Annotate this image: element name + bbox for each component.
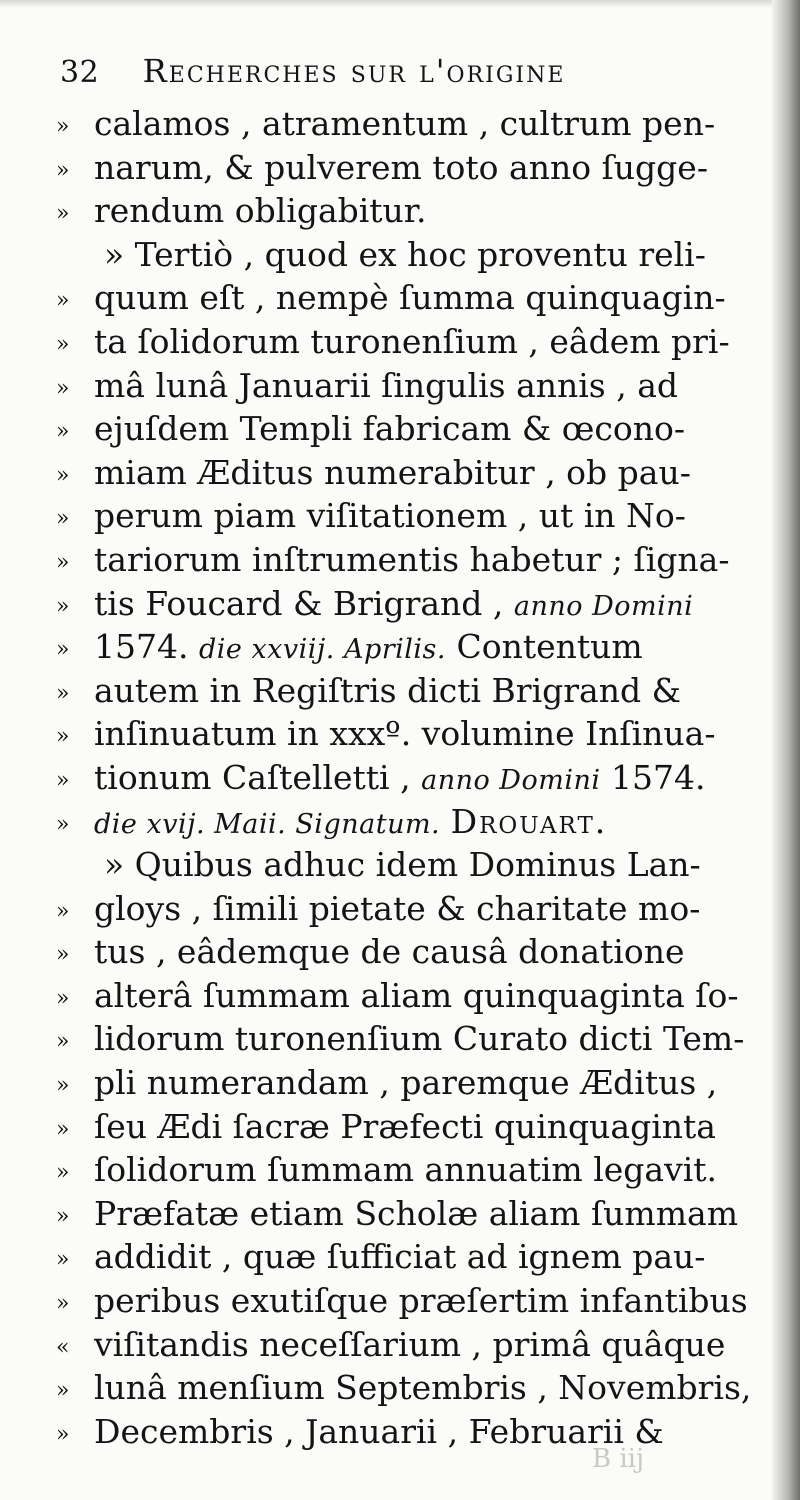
line-text [94,1366,751,1410]
text-line [56,538,770,582]
line-text [94,1148,717,1192]
quote-mark: » [56,811,70,837]
roman-text: addidit , quæ ſufficiat ad ignem pau- [94,1237,706,1277]
quote-mark: » [56,419,70,445]
smallcaps-name: Drouart. [450,801,608,841]
text-line [56,625,770,669]
text-line [56,407,770,451]
line-text [94,538,730,582]
line-text [94,320,730,364]
roman-text: viſitandis neceſſarium , primâ quâque [94,1324,726,1364]
line-text [94,756,705,800]
roman-text: pli numerandam , paremque Æditus , [94,1063,718,1103]
line-text [94,1323,725,1367]
quote-mark: » [56,462,70,488]
roman-text: mâ lunâ Januarii ſingulis annis , ad [94,365,679,405]
line-text [94,407,685,451]
roman-text: alterâ ſummam aliam quinquaginta ſo- [94,975,739,1015]
line-text [94,1279,748,1323]
quote-mark: » [56,898,70,924]
text-line [56,320,770,364]
roman-text-after [440,802,451,841]
quote-mark: » [56,593,70,619]
roman-text: quum eſt , nempè ſumma quinquagin- [94,278,726,318]
quote-mark: » [56,157,70,183]
roman-text: lunâ menſium Septembris , Novembris, [94,1368,752,1408]
roman-text: inſinuatum in xxxº. volumine Inſinua- [94,714,716,754]
roman-text: rendum obligabitur. [94,191,427,231]
line-text [94,669,681,713]
text-line [56,974,770,1018]
line-text [94,1017,744,1061]
text-line [56,451,770,495]
quote-mark: » [56,680,70,706]
quote-mark: » [56,375,70,401]
running-head: Recherches sur l'origine [142,52,566,90]
roman-text: autem in Regiſtris dicti Brigrand & [94,670,681,710]
line-text [94,1192,738,1236]
text-line [56,1366,770,1410]
roman-text: lidorum turonenſium Curato dicti Tem- [94,1019,745,1059]
line-text [94,887,700,931]
quote-mark: « [56,1334,70,1360]
line-text [94,712,716,756]
quote-mark: » [56,1029,70,1055]
italic-text: anno Domini [513,590,694,622]
line-text [94,974,739,1018]
line-text [94,1105,716,1149]
italic-text: die xvij. Maii. Signatum. [94,808,441,840]
text-line [56,494,770,538]
line-text [94,494,686,538]
roman-text: » Tertiò , quod ex hoc proventu reli- [104,234,706,274]
roman-text: ejuſdem Templi fabricam & œcono- [94,409,686,449]
text-line [56,1105,770,1149]
page-number: 32 [60,55,100,90]
text-line [56,1017,770,1061]
quote-mark: » [56,201,70,227]
text-line [56,887,770,931]
line-text [94,930,685,974]
quote-mark: » [56,1421,70,1447]
quote-mark: » [56,1247,70,1273]
text-line [56,930,770,974]
roman-text: Præfatæ etiam Scholæ aliam ſummam [94,1193,738,1233]
text-line [56,364,770,408]
text-line [56,189,770,233]
quote-mark: » [56,549,70,575]
roman-text-after: 1574. [600,757,706,797]
quote-mark: » [56,1160,70,1186]
body-text [56,102,770,1453]
line-text [104,843,701,887]
text-line [56,102,770,146]
roman-text: tis Foucard & Brigrand , [94,583,514,623]
page-header [60,52,760,100]
line-text [94,189,426,233]
line-text [94,1410,664,1454]
roman-text: » Quibus adhuc idem Dominus Lan- [104,845,701,885]
quote-mark: » [56,942,70,968]
roman-text: 1574. [94,627,199,667]
roman-text: tariorum inſtrumentis habetur ; ſigna- [94,539,730,579]
line-text [94,102,715,146]
page-gutter-shadow [772,0,800,1500]
quote-mark: » [56,1073,70,1099]
line-text [94,364,678,408]
text-line [56,1235,770,1279]
text-line [56,1148,770,1192]
line-text [94,276,726,320]
italic-text: anno Domini [421,764,601,796]
quote-mark: » [56,724,70,750]
quote-mark: » [56,637,70,663]
roman-text: peribus exutiſque præſertim infantibus [94,1281,748,1321]
quote-mark: » [56,1291,70,1317]
roman-text: calamos , atramentum , cultrum pen- [94,104,716,143]
roman-text: miam Æditus numerabitur , ob pau- [94,452,691,492]
line-text [94,800,607,844]
line-text [94,1061,717,1105]
roman-text: Decembris , Januarii , Februarii & [94,1411,664,1451]
roman-text: ta ſolidorum turonenſium , eâdem pri- [94,321,730,361]
quote-mark: » [56,767,70,793]
roman-text: ſolidorum ſummam annuatim legavit. [94,1150,718,1190]
quote-mark: » [56,331,70,357]
quote-mark: » [56,985,70,1011]
text-line [56,582,770,626]
page-top-edge [0,0,800,8]
line-text [104,233,706,277]
text-line [56,1410,770,1454]
line-text [94,451,691,495]
text-line [56,1323,770,1367]
line-text [94,1235,705,1279]
line-text [94,582,693,626]
text-line [56,800,770,844]
italic-text: die xxviij. Aprilis. [198,634,446,666]
line-text [94,146,708,190]
quote-mark: » [56,1378,70,1404]
quote-mark: » [56,1203,70,1229]
quote-mark: » [56,114,70,139]
roman-text: tus , eâdemque de causâ donatione [94,932,685,972]
roman-text: narum, & pulverem toto anno ſugge- [94,147,708,187]
text-line [56,843,770,887]
text-line [56,756,770,800]
roman-text: ſeu Ædi ſacræ Præfecti quinquaginta [94,1106,716,1146]
text-line [56,1192,770,1236]
text-line [56,669,770,713]
quote-mark: » [56,506,70,532]
roman-text: perum piam viſitationem , ut in No- [94,496,686,536]
roman-text: tionum Caſtelletti , [94,757,422,797]
quote-mark: » [56,1116,70,1142]
text-line [56,233,770,277]
text-line [56,712,770,756]
text-line [56,1279,770,1323]
line-text [94,625,643,669]
text-line [56,276,770,320]
text-line [56,146,770,190]
signature-mark: B iij [592,1444,645,1474]
text-line [56,1061,770,1105]
roman-text: gloys , ſimili pietate & charitate mo- [94,888,701,928]
quote-mark: » [56,288,70,314]
roman-text-after: Contentum [446,627,643,667]
